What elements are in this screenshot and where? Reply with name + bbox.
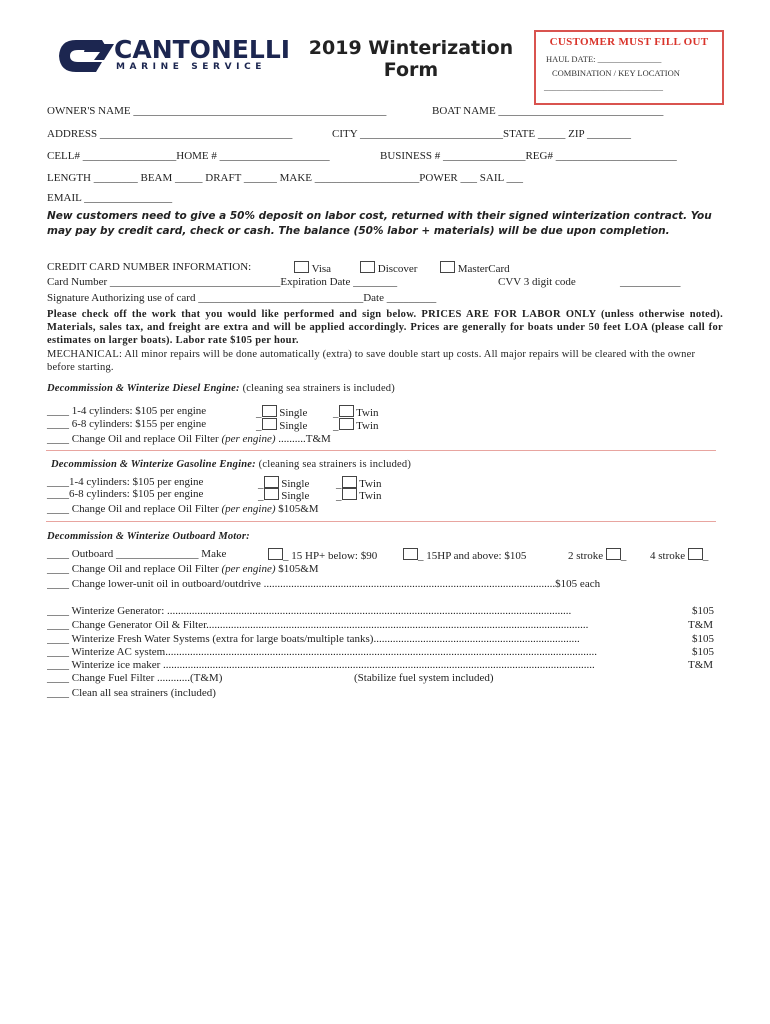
over-15hp-checkbox[interactable] — [403, 548, 418, 560]
two-stroke-label: 2 stroke — [568, 550, 604, 562]
gasoline-oil-price: $105&M — [278, 503, 319, 515]
gasoline-twin-1[interactable]: _ Twin — [336, 478, 382, 490]
twin-label: Twin — [356, 407, 379, 419]
service-generator[interactable]: ____ Winterize Generator: ................................................................................................................................................... — [47, 605, 572, 617]
discover-option[interactable] — [360, 261, 417, 275]
four-stroke-checkbox[interactable] — [688, 548, 703, 560]
owner-name-field[interactable]: OWNER'S NAME ______________________________________________ — [47, 105, 387, 117]
four-stroke-option[interactable]: 4 stroke _ — [650, 550, 709, 562]
service-ac-system-price: $105 — [692, 646, 714, 658]
gasoline-oil-change[interactable] — [47, 503, 319, 515]
section-divider — [46, 521, 716, 522]
under-15hp-checkbox[interactable] — [268, 548, 283, 560]
discover-checkbox[interactable] — [360, 261, 375, 273]
deposit-notice: New customers need to give a 50% deposit on labor cost, returned with their signed winterization contract. You may pay by credit card, check or cash. The balance (50% labor + materials) will be due upon completion. — [47, 210, 712, 237]
combination-field[interactable]: ____________________________ — [544, 82, 663, 92]
city-state-zip-field[interactable]: CITY __________________________STATE _____ ZIP ________ — [332, 128, 631, 140]
twin-label: Twin — [359, 478, 382, 490]
service-fresh-water-price: $105 — [692, 633, 714, 645]
diesel-twin-checkbox-1[interactable] — [339, 405, 354, 417]
gasoline-twin-checkbox-2[interactable] — [342, 488, 357, 500]
gasoline-heading — [51, 459, 411, 470]
twin-label: Twin — [356, 420, 379, 432]
visa-option[interactable] — [294, 261, 331, 275]
diesel-1-4-cyl[interactable]: ____ 1-4 cylinders: $105 per engine — [47, 405, 207, 417]
diesel-twin-2[interactable]: _ Twin — [333, 420, 379, 432]
diesel-twin-checkbox-2[interactable] — [339, 418, 354, 430]
outboard-oil-note: (per engine) — [221, 563, 276, 575]
mastercard-checkbox[interactable] — [440, 261, 455, 273]
outboard-oil-price: $105&M — [278, 563, 319, 575]
section-divider — [46, 450, 716, 451]
service-ice-maker[interactable]: ____ Winterize ice maker ............................................................................................................................................................. — [47, 659, 595, 671]
gasoline-twin-checkbox-1[interactable] — [342, 476, 357, 488]
single-label: Single — [281, 490, 310, 502]
customer-box-heading: CUSTOMER MUST FILL OUT — [549, 36, 709, 48]
gasoline-single-checkbox-1[interactable] — [264, 476, 279, 488]
under-15hp-label: 15 HP+ below: $90 — [291, 550, 378, 562]
credit-card-label: CREDIT CARD NUMBER INFORMATION: — [47, 261, 252, 273]
gasoline-single-2[interactable]: _ Single — [258, 490, 310, 502]
instructions: Please check off the work that you would like performed and sign below. PRICES ARE FOR LABOR ONLY (unless otherwise noted). Materials, sales tax, and freight are extra and will be applied accordingly. Prices are generally for boats under 50 feet LOA (please call for estimates on larger boats). Labor rate $105 per hour. — [47, 309, 723, 346]
diesel-6-8-cyl[interactable]: ____ 6-8 cylinders: $155 per engine — [47, 418, 207, 430]
logo-c-icon — [56, 36, 116, 76]
diesel-oil-price: ..........T&M — [278, 433, 331, 445]
combination-label: COMBINATION / KEY LOCATION — [552, 68, 680, 78]
boat-dimensions-field[interactable]: LENGTH ________ BEAM _____ DRAFT ______ MAKE ___________________POWER ___ SAIL ___ — [47, 172, 524, 184]
logo-wordmark: CANTONELLI — [114, 35, 291, 64]
service-ac-system[interactable]: ____ Winterize AC system............................................................................................................................................................. — [47, 646, 597, 658]
boat-name-field[interactable]: BOAT NAME ______________________________ — [432, 105, 664, 117]
diesel-heading — [47, 383, 395, 394]
email-field[interactable]: EMAIL ________________ — [47, 192, 173, 204]
diesel-oil-note: (per engine) — [221, 433, 276, 445]
cell-home-field[interactable]: CELL# _________________HOME # ____________________ — [47, 150, 330, 162]
service-fuel-filter[interactable]: ____ Change Fuel Filter ............(T&M) — [47, 672, 223, 684]
signature-field[interactable]: Signature Authorizing use of card ______________________________Date _________ — [47, 292, 437, 304]
diesel-heading-text: Decommission & Winterize Diesel Engine: — [47, 383, 240, 394]
visa-checkbox[interactable] — [294, 261, 309, 273]
gasoline-heading-text: Decommission & Winterize Gasoline Engine: — [51, 459, 256, 470]
service-generator-oil[interactable]: ____ Change Generator Oil & Filter........................................................................................................................................... — [47, 619, 589, 631]
stabilize-note: (Stabilize fuel system included) — [354, 672, 494, 684]
outboard-oil-label: ____ Change Oil and replace Oil Filter — [47, 563, 219, 575]
service-ice-maker-price: T&M — [688, 659, 714, 671]
outboard-over-15hp[interactable]: _ 15HP and above: $105 — [403, 548, 526, 562]
diesel-twin-1[interactable]: _ Twin — [333, 407, 379, 419]
visa-label: Visa — [311, 263, 332, 275]
gasoline-oil-note: (per engine) — [221, 503, 276, 515]
gasoline-6-8-cyl[interactable]: ____6-8 cylinders: $105 per engine — [47, 488, 204, 500]
service-fresh-water[interactable]: ____ Winterize Fresh Water Systems (extra for large boats/multiple tanks)........................................................................... — [47, 633, 580, 645]
cvv-label: CVV 3 digit code — [498, 276, 576, 288]
mastercard-option[interactable] — [440, 261, 510, 275]
single-label: Single — [281, 478, 310, 490]
four-stroke-label: 4 stroke — [650, 550, 686, 562]
haul-date-field[interactable]: HAUL DATE: _______________ — [546, 54, 662, 64]
address-field[interactable]: ADDRESS ___________________________________ — [47, 128, 293, 140]
gasoline-twin-2[interactable]: _ Twin — [336, 490, 382, 502]
outboard-make-field[interactable]: ____ Outboard _______________ Make — [47, 548, 227, 560]
form-title: 2019 Winterization Form — [308, 37, 514, 81]
two-stroke-option[interactable]: 2 stroke _ — [568, 550, 627, 562]
customer-box — [534, 30, 724, 105]
single-label: Single — [279, 420, 308, 432]
diesel-single-1[interactable]: _ Single — [256, 407, 308, 419]
mastercard-label: MasterCard — [457, 263, 510, 275]
gasoline-note: (cleaning sea strainers is included) — [258, 459, 412, 470]
single-label: Single — [279, 407, 308, 419]
gasoline-single-1[interactable]: _ Single — [258, 478, 310, 490]
twin-label: Twin — [359, 490, 382, 502]
discover-label: Discover — [377, 263, 418, 275]
mechanical-note: MECHANICAL: All minor repairs will be done automatically (extra) to save double start up costs. All major repairs will be cleared with the owner before starting. — [47, 349, 696, 373]
card-number-field[interactable]: Card Number _______________________________Expiration Date ________ — [47, 276, 398, 288]
outboard-heading: Decommission & Winterize Outboard Motor: — [47, 531, 250, 542]
diesel-note: (cleaning sea strainers is included) — [242, 383, 395, 394]
outboard-under-15hp[interactable]: _ 15 HP+ below: $90 — [268, 548, 377, 562]
outboard-oil-change[interactable] — [47, 563, 319, 575]
gasoline-oil-label: ____ Change Oil and replace Oil Filter — [47, 503, 219, 515]
business-reg-field[interactable]: BUSINESS # _______________REG# ______________________ — [380, 150, 677, 162]
two-stroke-checkbox[interactable] — [606, 548, 621, 560]
logo-tagline: MARINE SERVICE — [116, 62, 267, 72]
gasoline-1-4-cyl[interactable]: ____1-4 cylinders: $105 per engine — [47, 476, 204, 488]
over-15hp-label: 15HP and above: $105 — [426, 550, 527, 562]
diesel-single-2[interactable]: _ Single — [256, 420, 308, 432]
cvv-field[interactable]: ___________ — [620, 276, 681, 288]
service-generator-price: $105 — [692, 605, 714, 617]
diesel-oil-change[interactable] — [47, 433, 331, 445]
service-sea-strainers[interactable]: ____ Clean all sea strainers (included) — [47, 687, 216, 699]
company-logo — [56, 35, 291, 76]
gasoline-single-checkbox-2[interactable] — [264, 488, 279, 500]
diesel-single-checkbox-1[interactable] — [262, 405, 277, 417]
lower-unit-oil[interactable]: ____ Change lower-unit oil in outboard/outdrive ..........................................................................................................$105 each — [47, 578, 601, 590]
diesel-oil-label: ____ Change Oil and replace Oil Filter — [47, 433, 219, 445]
service-generator-oil-price: T&M — [688, 619, 714, 631]
diesel-single-checkbox-2[interactable] — [262, 418, 277, 430]
